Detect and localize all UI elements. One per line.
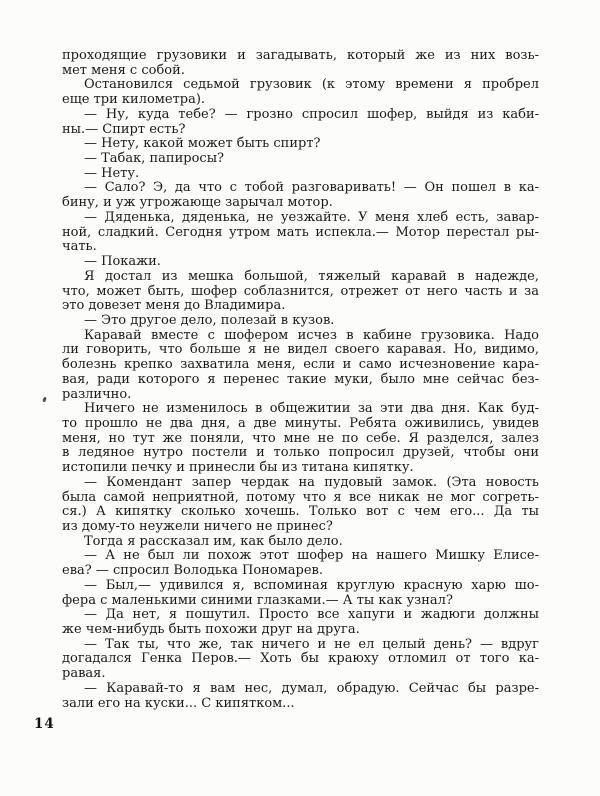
text-line: вая, ради которого я перенес такие муки, было мне сейчас без-: [62, 371, 539, 387]
text-line: что, может быть, шофер соблазнится, отрежет от него часть и за: [62, 283, 539, 299]
text-line: равая.: [62, 666, 106, 682]
text-line: фера с маленькими синими глазками.— А ты как узнал?: [62, 592, 453, 608]
text-line: — Нету.: [84, 165, 140, 181]
text-line: это довезет меня до Владимира.: [62, 298, 286, 314]
text-line: — Это другое дело, полезай в кузов.: [84, 312, 335, 328]
text-line: ны.— Спирт есть?: [62, 121, 186, 137]
text-line: чать.: [62, 239, 97, 255]
text-line: в ледяное нутро постели и только попросил друзей, чтобы они: [62, 445, 539, 461]
text-line: — Табак, папиросы?: [84, 151, 225, 167]
page-number: 14: [34, 716, 55, 732]
text-line: ся.) А кипятку сколько хочешь. Только вот с чем его... Да ты: [62, 504, 539, 520]
text-line: еще три километра).: [62, 92, 206, 108]
text-line: была самой неприятной, потому что я все никак не мог согреть-: [62, 489, 539, 505]
text-line: — Да нет, я пошутил. Просто все хапуги и жадюги должны: [84, 607, 539, 623]
text-line: Ничего не изменилось в общежитии за эти два дня. Как буд-: [84, 401, 539, 417]
text-line: — Дяденька, дяденька, не уезжайте. У меня хлеб есть, завар-: [84, 209, 539, 225]
text-line: — Комендант запер чердак на пудовый замок. (Эта новость: [84, 474, 539, 490]
text-line: ли говорить, что больше я не видел своего каравая. Но, видимо,: [62, 342, 539, 358]
text-line: — Был,— удивился я, вспоминая круглую красную харю шо-: [84, 577, 539, 593]
text-line: Остановился седьмой грузовик (к этому времени я пробрел: [84, 77, 539, 93]
text-line: — Покажи.: [84, 254, 161, 270]
text-line: из дому-то неужели ничего не принес?: [62, 519, 333, 534]
text-line: — А не был ли похож этот шофер на нашего Мишку Елисе-: [84, 548, 539, 564]
text-line: мет меня с собой.: [62, 62, 185, 78]
text-line: догадался Генка Перов.— Хоть бы краюху отломил от того ка-: [62, 651, 539, 667]
text-line: Я достал из мешка большой, тяжелый каравай в надежде,: [84, 268, 539, 284]
text-line: болезнь крепко захватила меня, если и само исчезновение кара-: [62, 357, 539, 373]
text-line: то прошло не два дня, а две минуты. Ребята оживились, увидев: [62, 415, 539, 431]
text-line: различно.: [62, 386, 132, 402]
text-line: — Ну, куда тебе? — грозно спросил шофер, выйдя из каби-: [84, 106, 539, 122]
text-line: Каравай вместе с шофером исчез в кабине грузовика. Надо: [84, 327, 539, 343]
text-line: ева? — спросил Володька Пономарев.: [62, 563, 323, 579]
text-line: Тогда я рассказал им, как было дело.: [84, 533, 343, 549]
text-line: меня, но тут же поняли, что мне не по себе. Я разделся, залез: [62, 430, 539, 446]
page-text: [62, 49, 539, 711]
text-line: ной, сладкий. Сегодня утром мать испекла.— Мотор перестал ры-: [62, 224, 539, 240]
text-line: истопили печку и принесли бы из титана кипятку.: [62, 460, 414, 476]
text-line: же чем-нибудь быть похожи друг на друга.: [62, 622, 360, 638]
text-line: зали его на куски... С кипятком...: [62, 695, 295, 711]
ink-speck: [42, 397, 46, 403]
text-line: — Каравай-то я вам нес, думал, обрадую. Сейчас бы разре-: [84, 680, 539, 696]
text-line: бину, и уж угрожающе зарычал мотор.: [62, 195, 333, 211]
text-line: — Сало? Э, да что с тобой разговаривать! — Он пошел в ка-: [84, 180, 539, 196]
text-line: — Так ты, что же, так ничего и не ел целый день? — вдруг: [84, 636, 539, 652]
text-line: — Нету, какой может быть спирт?: [84, 136, 321, 152]
text-line: проходящие грузовики и загадывать, который же из них возь-: [62, 48, 539, 63]
